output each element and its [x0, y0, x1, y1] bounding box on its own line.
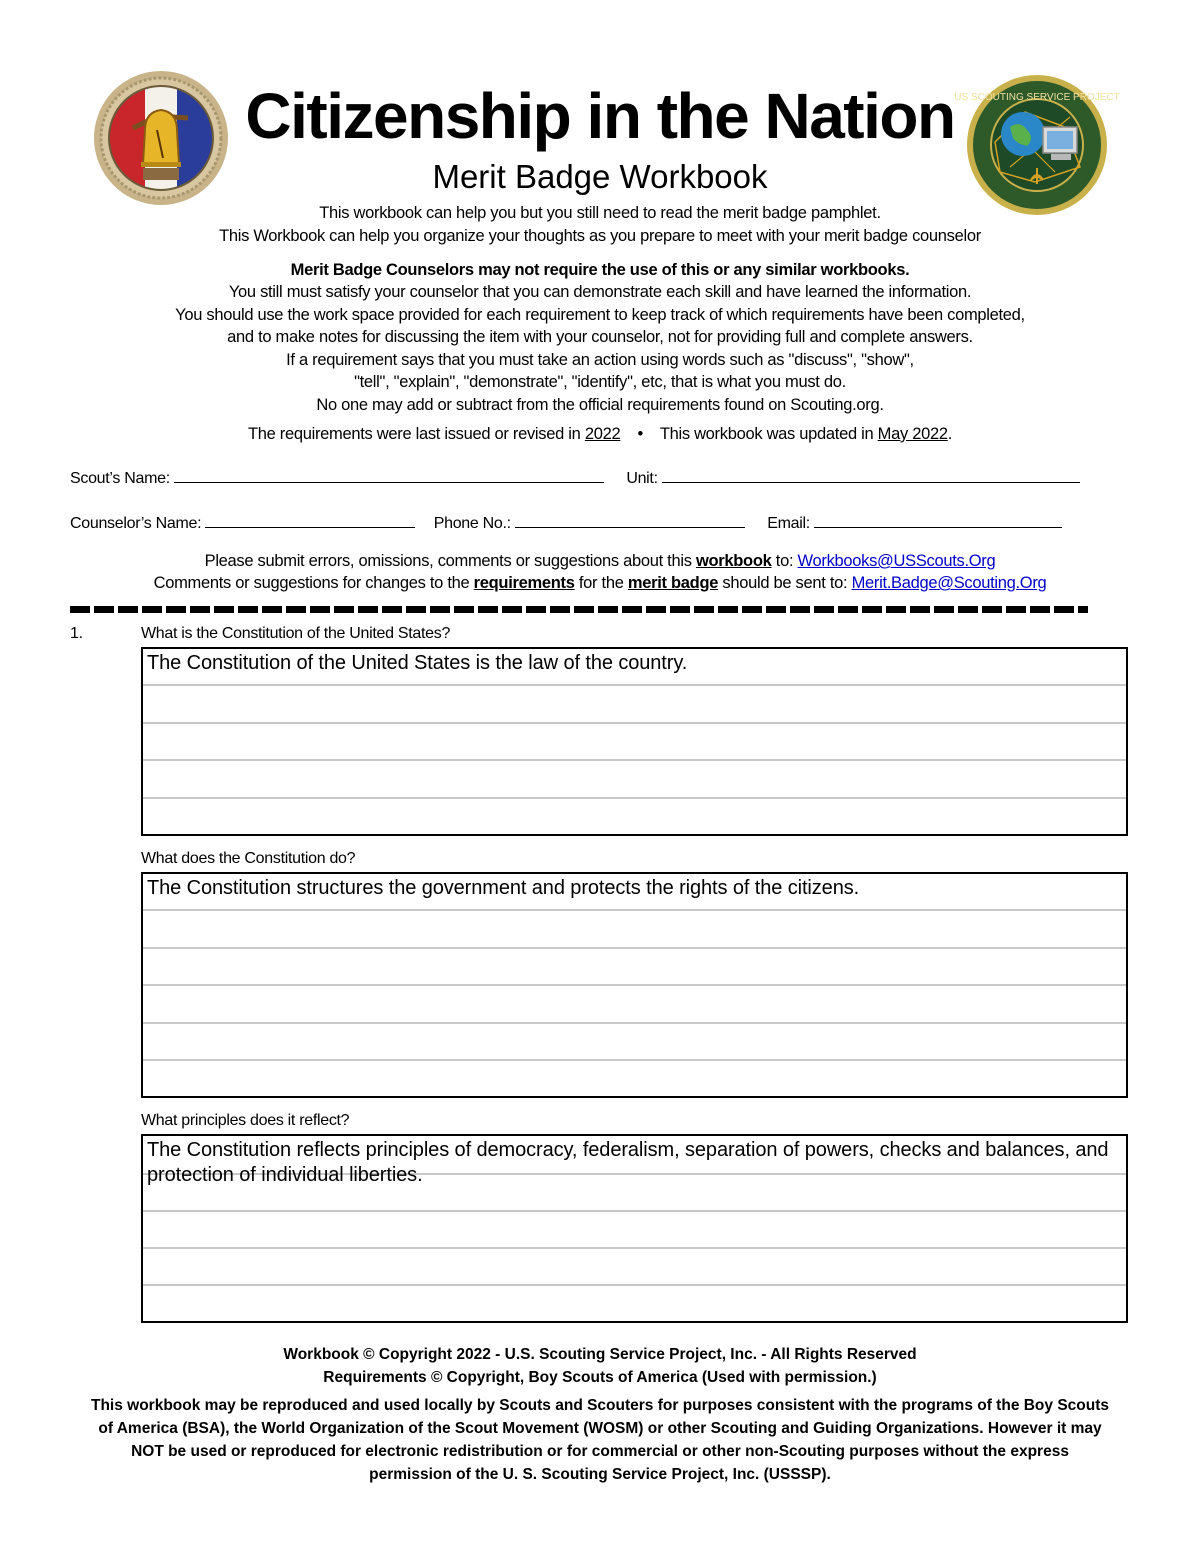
reproduction-notice: permission of the U. S. Scouting Service Project, Inc. (USSSP). — [369, 1466, 831, 1483]
copyright-line: Requirements © Copyright, Boy Scouts of America (Used with permission.) — [323, 1369, 877, 1386]
counselor-info-row — [70, 515, 1062, 533]
answer-rule — [143, 1059, 1126, 1061]
answer-rule — [143, 1210, 1126, 1212]
submit-text: Please submit errors, omissions, comments or suggestions about this — [204, 552, 692, 570]
updated-date: May 2022 — [877, 425, 948, 443]
submit-text: Comments or suggestions for changes to the — [153, 574, 470, 592]
reproduction-notice: of America (BSA), the World Organization of the Scout Movement (WOSM) or other Scouting and Guiding Organizations. However it may — [98, 1420, 1102, 1437]
reproduction-notice: This workbook may be reproduced and used locally by Scouts and Scouters for purposes consistent with the programs of the Boy Scouts — [90, 1397, 1110, 1414]
question-text: What principles does it reflect? — [141, 1112, 350, 1129]
bullet: • — [637, 425, 643, 443]
counselor-name-label: Counselor’s Name: — [70, 515, 202, 532]
intro-line: This workbook can help you but you still need to read the merit badge pamphlet. — [319, 204, 881, 222]
period: . — [947, 425, 953, 443]
phone-label: Phone No.: — [433, 515, 511, 532]
scout-info-row — [70, 470, 1080, 488]
counselor-note: Merit Badge Counselors may not require the use of this or any similar workbooks. — [290, 261, 910, 279]
page-subtitle: Merit Badge Workbook — [432, 158, 768, 195]
reproduction-notice: NOT be used or reproduced for electronic redistribution or for commercial or other non-Scouting purposes without the express — [131, 1443, 1069, 1460]
intro-line: You still must satisfy your counselor that you can demonstrate each skill and have learned the information. — [228, 283, 972, 301]
revised-year: 2022 — [584, 425, 621, 443]
scout-name-field[interactable] — [174, 470, 604, 483]
revision-info — [0, 423, 1200, 445]
answer-rule — [143, 1022, 1126, 1024]
submit-text: should be sent to: — [722, 574, 848, 592]
submit-bold: requirements — [473, 574, 575, 592]
submit-text: for the — [578, 574, 624, 592]
answer-rule — [143, 984, 1126, 986]
workbook-email-link[interactable]: Workbooks@USScouts.Org — [797, 552, 996, 570]
answer-text: The Constitution structures the government and protects the rights of the citizens. — [147, 877, 860, 899]
scout-name-label: Scout’s Name: — [70, 470, 170, 487]
email-label: Email: — [767, 515, 810, 532]
intro-line: and to make notes for discussing the item with your counselor, not for providing full and complete answers. — [227, 328, 973, 346]
intro-line: "tell", "explain", "demonstrate", "identify", etc, that is what you must do. — [354, 373, 846, 391]
email-field[interactable] — [814, 515, 1062, 528]
answer-text: The Constitution of the United States is the law of the country. — [147, 652, 688, 674]
answer-text: The Constitution reflects principles of democracy, federalism, separation of powers, checks and balances, and protection of individual liberties. — [147, 1139, 1109, 1186]
answer-box[interactable] — [141, 1134, 1128, 1323]
page-title: Citizenship in the Nation — [245, 80, 955, 152]
submit-line-2 — [0, 572, 1200, 594]
answer-rule — [143, 947, 1126, 949]
svg-text:US SCOUTING SERVICE PROJECT: US SCOUTING SERVICE PROJECT — [954, 92, 1120, 103]
copyright-line: Workbook © Copyright 2022 - U.S. Scouting Service Project, Inc. - All Rights Reserved — [283, 1346, 917, 1363]
answer-box[interactable] — [141, 872, 1128, 1098]
intro-line: You should use the work space provided for each requirement to keep track of which requirements have been completed, — [175, 306, 1025, 324]
updated-label: This workbook was updated in — [659, 425, 874, 443]
intro-line: No one may add or subtract from the official requirements found on Scouting.org. — [316, 396, 884, 414]
answer-box[interactable] — [141, 647, 1128, 836]
answer-rule — [143, 1247, 1126, 1249]
section-divider — [70, 606, 1088, 613]
answer-rule — [143, 797, 1126, 799]
answer-rule — [143, 684, 1126, 686]
merit-badge-email-link[interactable]: Merit.Badge@Scouting.Org — [851, 574, 1047, 592]
answer-rule — [143, 909, 1126, 911]
question-text: What does the Constitution do? — [141, 850, 356, 867]
submit-text: to: — [775, 552, 794, 570]
question-text: What is the Constitution of the United States? — [141, 625, 451, 642]
phone-field[interactable] — [515, 515, 745, 528]
answer-rule — [143, 1284, 1126, 1286]
requirement-number: 1. — [70, 625, 83, 642]
answer-rule — [143, 759, 1126, 761]
unit-field[interactable] — [662, 470, 1080, 483]
revised-label: The requirements were last issued or revised in — [247, 425, 581, 443]
unit-label: Unit: — [626, 470, 658, 487]
submit-line-1 — [0, 550, 1200, 572]
intro-line: If a requirement says that you must take an action using words such as "discuss", "show", — [286, 351, 914, 369]
counselor-name-field[interactable] — [205, 515, 415, 528]
submit-bold: workbook — [695, 552, 772, 570]
intro-line: This Workbook can help you organize your thoughts as you prepare to meet with your merit badge counselor — [219, 227, 981, 245]
answer-rule — [143, 722, 1126, 724]
submit-bold: merit badge — [627, 574, 719, 592]
